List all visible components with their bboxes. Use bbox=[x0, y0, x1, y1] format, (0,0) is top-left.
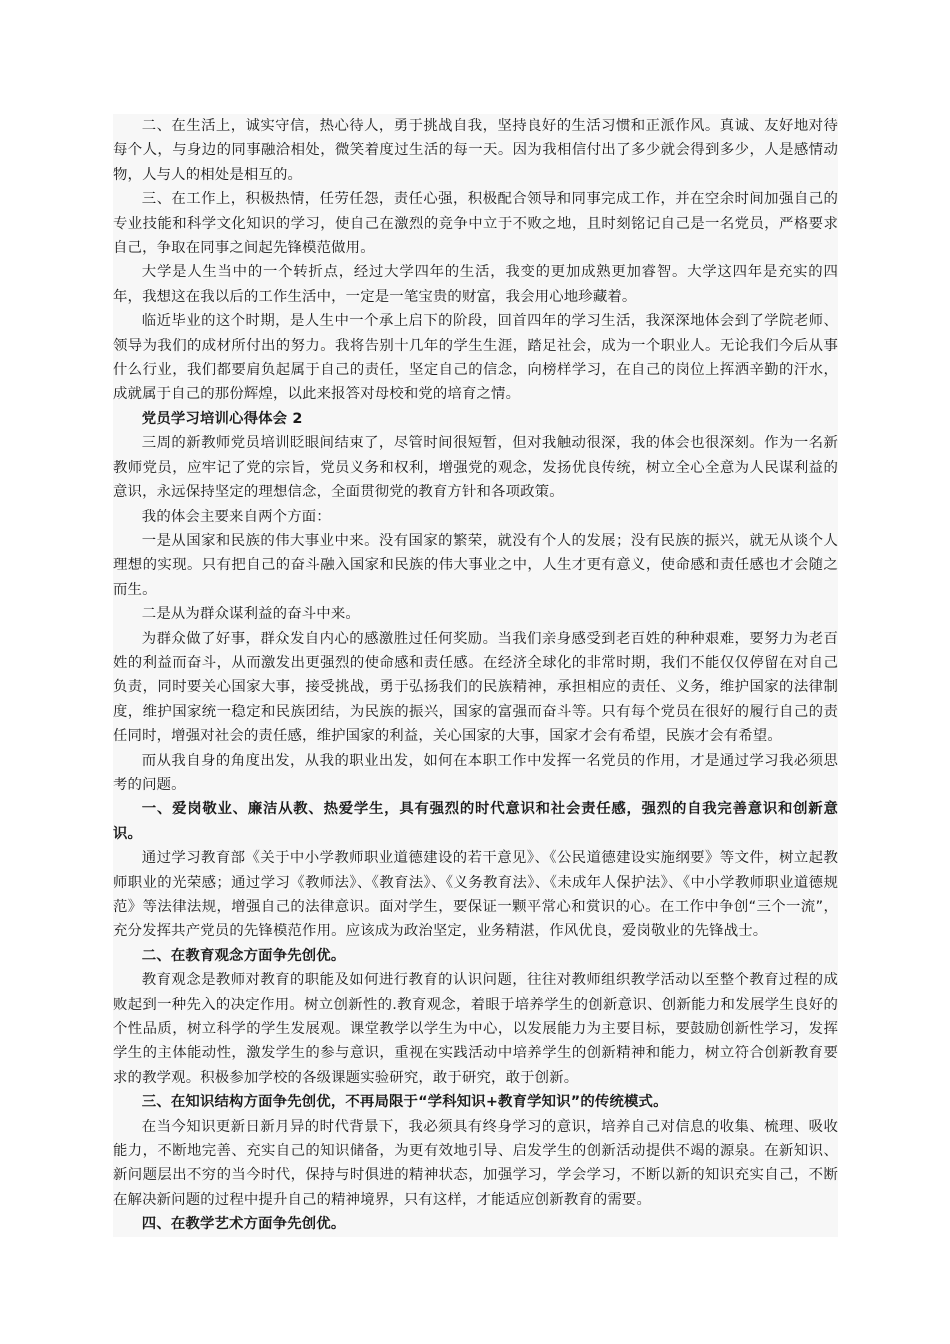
paragraph: 为群众做了好事，群众发自内心的感激胜过任何奖励。当我们亲身感受到老百姓的种种艰难，要努力为老百姓的利益而奋斗，从而激发出更强烈的使命感和责任感。在经济全球化的非常时期，我们不能仅仅停留在对自己负责，同时要关心国家大事，接受挑战，勇于弘扬我们的民族精神，承担相应的责任、义务，维护国家的法律制度，维护国家统一稳定和民族团结，为民族的振兴，国家的富强而奋斗等。只有每个党员在很好的履行自己的责任同时，增强对社会的责任感，维护国家的利益，关心国家的大事，国家才会有希望，民族才会有希望。 bbox=[113, 630, 838, 745]
section-heading: 三、在知识结构方面争先创优，不再局限于“学科知识+教育学知识”的传统模式。 bbox=[141, 1094, 668, 1111]
document-body bbox=[113, 114, 838, 1237]
section-heading: 四、在教学艺术方面争先创优。 bbox=[141, 1216, 346, 1233]
paragraph: 二是从为群众谋利益的奋斗中来。 bbox=[141, 606, 360, 623]
paragraph: 大学是人生当中的一个转折点，经过大学四年的生活，我变的更加成熟更加睿智。大学这四年是充实的四年，我想这在我以后的工作生活中，一定是一笔宝贵的财富，我会用心地珍藏着。 bbox=[113, 264, 838, 305]
paragraph: 二、在生活上，诚实守信，热心待人，勇于挑战自我，坚持良好的生活习惯和正派作风。真诚、友好地对待每个人，与身边的同事融洽相处，微笑着度过生活的每一天。因为我相信付出了多少就会得到多少，人是感情动物，人与人的相处是相互的。 bbox=[113, 118, 838, 183]
paragraph: 一是从国家和民族的伟大事业中来。没有国家的繁荣，就没有个人的发展；没有民族的振兴，就无从谈个人理想的实现。只有把自己的奋斗融入国家和民族的伟大事业之中，人生才更有意义，使命感和责任感也才会随之而生。 bbox=[113, 532, 838, 598]
paragraph: 在当今知识更新日新月异的时代背景下，我必须具有终身学习的意识，培养自己对信息的收集、梳理、吸收能力，不断地完善、充实自己的知识储备，为更有效地引导、启发学生的创新活动提供不竭的源泉。在新知识、新问题层出不穷的当今时代，保持与时俱进的精神状态，加强学习，学会学习，不断以新的知识充实自己，不断在解决新问题的过程中提升自己的精神境界，只有这样，才能适应创新教育的需要。 bbox=[113, 1118, 838, 1208]
paragraph: 而从我自身的角度出发，从我的职业出发，如何在本职工作中发挥一名党员的作用，才是通过学习我必须思考的问题。 bbox=[113, 752, 838, 793]
paragraph: 通过学习教育部《关于中小学教师职业道德建设的若干意见》、《公民道德建设实施纲要》等文件，树立起教师职业的光荣感；通过学习《教师法》、《教育法》、《义务教育法》、《未成年人保护法》、《中小学教师职业道德规范》等法律法规，增强自己的法律意识。面对学生，要保证一颗平常心和赏识的心。在工作中争创“三个一流”，充分发挥共产党员的先锋模范作用。应该成为政治坚定，业务精湛，作风优良，爱岗敬业的先锋战士。 bbox=[113, 850, 838, 940]
paragraph: 我的体会主要来自两个方面： bbox=[141, 508, 331, 525]
paragraph: 教育观念是教师对教育的职能及如何进行教育的认识问题，往往对教师组织教学活动以至整个教育过程的成败起到一种先入的决定作用。树立创新性的.教育观念，着眼于培养学生的创新意识、创新能力和发展学生良好的个性品质，树立科学的学生发展观。课堂教学以学生为中心，以发展能力为主要目标，要鼓励创新性学习，发挥学生的主体能动性，激发学生的参与意识，重视在实践活动中培养学生的创新精神和能力，树立符合创新教育要求的教学观。积极参加学校的各级课题实验研究，敢于研究，敢于创新。 bbox=[113, 972, 838, 1086]
paragraph: 临近毕业的这个时期，是人生中一个承上启下的阶段，回首四年的学习生活，我深深地体会到了学院老师、领导为我们的成材所付出的努力。我将告别十几年的学生生涯，踏足社会，成为一个职业人。无论我们今后从事什么行业，我们都要肩负起属于自己的责任，坚定自己的信念，向榜样学习，在自己的岗位上挥洒辛勤的汗水，成就属于自己的那份辉煌，以此来报答对母校和党的培育之情。 bbox=[113, 313, 838, 403]
section-heading: 二、在教育观念方面争先创优。 bbox=[141, 947, 346, 964]
paragraph: 三、在工作上，积极热情，任劳任怨，责任心强，积极配合领导和同事完成工作，并在空余时间加强自己的专业技能和科学文化知识的学习，使自己在激烈的竞争中立于不败之地，且时刻铭记自己是一名党员，严格要求自己，争取在同事之间起先锋模范做用。 bbox=[113, 191, 838, 257]
section-heading: 一、爱岗敬业、廉洁从教、热爱学生，具有强烈的时代意识和社会责任感，强烈的自我完善意识和创新意识。 bbox=[113, 801, 838, 842]
section-heading: 党员学习培训心得体会 2 bbox=[141, 410, 303, 427]
document-page bbox=[113, 114, 838, 1233]
paragraph: 三周的新教师党员培训眨眼间结束了，尽管时间很短暂，但对我触动很深，我的体会也很深刻。作为一名新教师党员，应牢记了党的宗旨，党员义务和权利，增强党的观念，发扬优良传统，树立全心全意为人民谋利益的意识，永远保持坚定的理想信念，全面贯彻党的教育方针和各项政策。 bbox=[113, 435, 838, 501]
